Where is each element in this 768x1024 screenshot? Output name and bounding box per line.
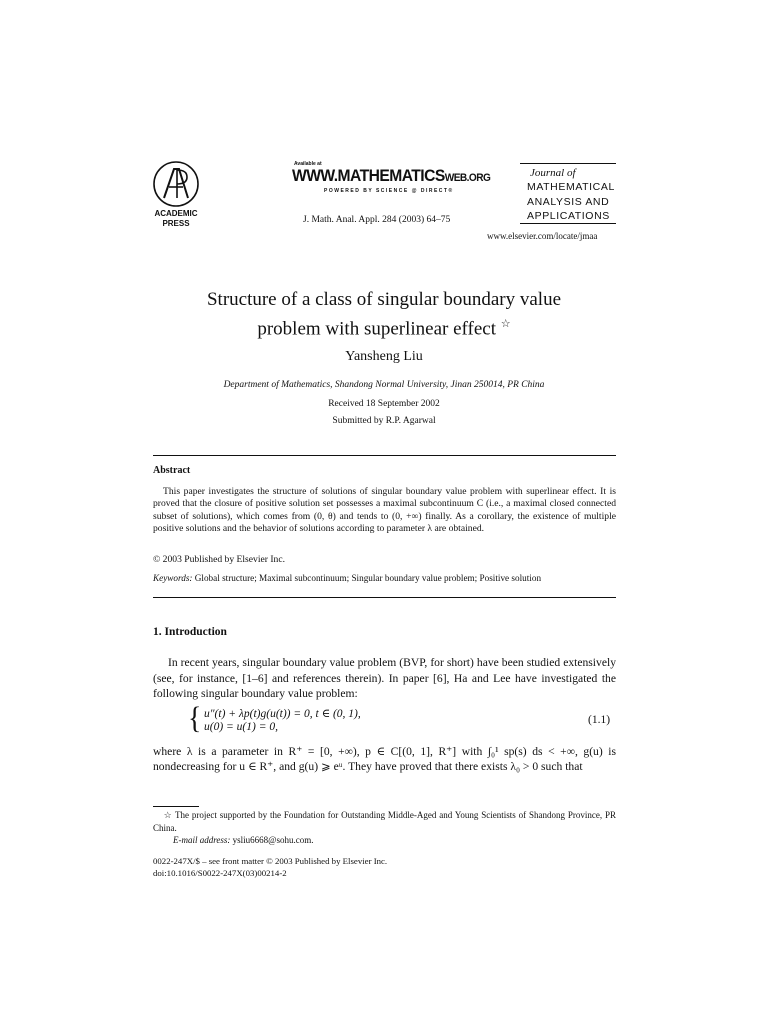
title-footnote-mark[interactable]: ☆ (500, 318, 511, 330)
author-name: Yansheng Liu (345, 349, 423, 364)
journal-url: www.elsevier.com/locate/jmaa (487, 231, 598, 241)
equation-brace: { (188, 701, 202, 736)
submitted-by: Submitted by R.P. Agarwal (332, 416, 436, 426)
article-title: Structure of a class of singular boundary value problem with superlinear effect ☆ (206, 289, 562, 340)
abstract-text: This paper investigates the structure of solutions of singular boundary value problem with superlinear effect. It is proved that the closure of positive solution set possesses a maximal subcontinuum C (i.e., a maximal closed connected subset of solutions), which comes from (0, θ) and tends to (0, +∞) finally. As a corollary, the existence of multiple positive solutions and the behavior of solutions according to parameter λ are obtained. (153, 486, 616, 535)
received-date: Received 18 September 2002 (328, 399, 440, 409)
journal-citation: J. Math. Anal. Appl. 284 (2003) 64–75 (303, 215, 451, 225)
equation-line-2: u(0) = u(1) = 0, (204, 721, 278, 733)
journal-name: MATHEMATICAL ANALYSIS AND APPLICATIONS (527, 181, 615, 222)
footnote-email: E-mail address: ysliu6668@sohu.com. (173, 835, 314, 845)
author-affiliation: Department of Mathematics, Shandong Normal University, Jinan 250014, PR China (223, 380, 545, 390)
academic-press-logo-icon (152, 160, 200, 208)
intro-paragraph: In recent years, singular boundary value problem (BVP, for short) have been studied extensively (see, for instance, [1–6] and references therein). In paper [6], Ha and Lee have investigated the following singular boundary value problem: (153, 656, 616, 700)
equation-number: (1.1) (588, 714, 611, 726)
footnote-text: ☆ The project supported by the Foundation for Outstanding Middle-Aged and Young Scientists of Shandong Province, PR China. (153, 810, 616, 833)
journal-of-script: Journal of (530, 167, 576, 179)
abstract-copyright: © 2003 Published by Elsevier Inc. (153, 554, 285, 565)
abstract-rule-top (153, 455, 616, 456)
post-equation-paragraph: where λ is a parameter in R⁺ = [0, +∞), p ∈ C[(0, 1], R⁺] with ∫₀¹ sp(s) ds < +∞, g(u) is nondecreasing for u ∈ R⁺, and g(u) ⩾ eᵘ. They have proved that there exists λ₀ > 0 such that (153, 745, 616, 774)
front-matter: 0022-247X/$ – see front matter © 2003 Published by Elsevier Inc. doi:10.1016/S0022-247X(03)00214-2 (153, 856, 388, 878)
publisher-name: ACADEMIC PRESS (154, 209, 198, 228)
equation-line-1: u″(t) + λp(t)g(u(t)) = 0, t ∈ (0, 1), (204, 708, 361, 720)
keywords: Keywords: Global structure; Maximal subcontinuum; Singular boundary value problem; Positive solution (153, 573, 542, 583)
footnote-rule (153, 806, 199, 807)
section-heading: 1. Introduction (153, 626, 227, 638)
masthead-rule-bottom (520, 223, 616, 224)
masthead-rule-top (520, 163, 616, 164)
abstract-rule-bottom (153, 597, 616, 598)
mathematicsweb-logo: WWW.MATHEMATICSWEB.ORG (292, 166, 491, 185)
powered-by-sciencedirect: POWERED BY SCIENCE @ DIRECT® (324, 188, 454, 194)
email-link[interactable]: ysliu6668@sohu.com. (232, 835, 314, 845)
abstract-heading: Abstract (153, 465, 191, 476)
available-at-label: Available at (294, 161, 322, 167)
doi-link[interactable]: doi:10.1016/S0022-247X(03)00214-2 (153, 867, 287, 878)
